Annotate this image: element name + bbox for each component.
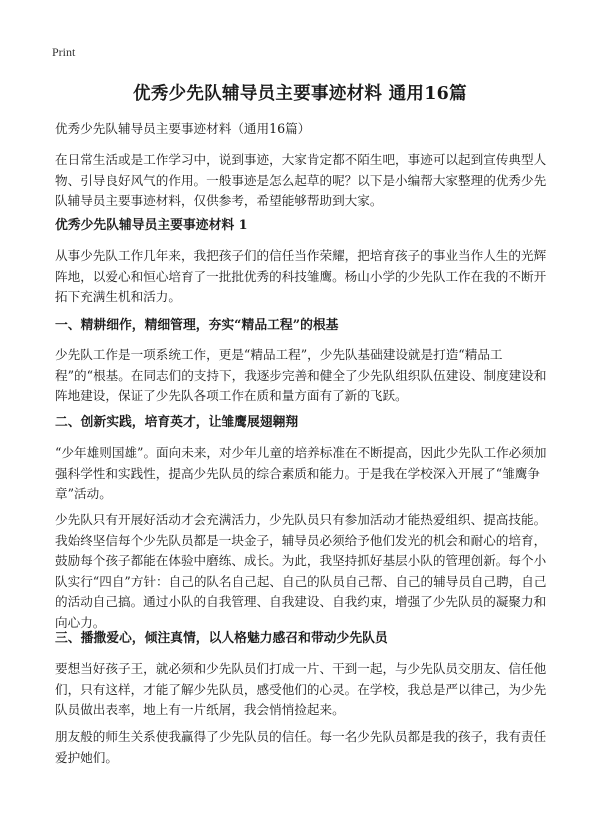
section-title: 优秀少先队辅导员主要事迹材料 1: [55, 218, 248, 233]
intro-paragraph: 在日常生活或是工作学习中，说到事迹，大家肯定都不陌生吧，事迹可以起到宣传典型人物、引导良好风气的作用。一般事迹是怎么起草的呢？以下是小编帮大家整理的优秀少先队辅导员主要事迹材料，仅供参考，希望能够帮助到大家。: [55, 152, 547, 208]
paragraph-4: 少先队只有开展好活动才会充满活力，少先队员只有参加活动才能热爱组织、提高技能。我始终坚信每个少先队员都是一块金子，辅导员必须给予他们发光的机会和耐心的培育，鼓励每个孩子都能在体验中磨练、成长。为此，我坚持抓好基层小队的管理创新。每个小队实行“四自”方针：自己的队名自己起、自己的队员自己帮、自己的辅导员自己聘，自己的活动自己搞。通过小队的自我管理、自我建设、自我约束，增强了少先队员的凝聚力和向心力。: [55, 512, 547, 630]
page-title: 优秀少先队辅导员主要事迹材料 通用16篇: [133, 84, 467, 104]
paragraph-6: 朋友般的师生关系使我赢得了少先队员的信任。每一名少先队员都是我的孩子，我有责任爱护她们。: [55, 729, 547, 765]
print-label: Print: [52, 45, 76, 59]
heading-2: 二、创新实践，培育英才，让雏鹰展翅翱翔: [55, 415, 299, 430]
subtitle: 优秀少先队辅导员主要事迹材料（通用16篇）: [55, 121, 311, 136]
heading-1: 一、精耕细作，精细管理，夯实“精品工程”的根基: [55, 318, 339, 333]
paragraph-3: “少年雄则国雄”。面向未来，对少年儿童的培养标准在不断提高，因此少先队工作必须加强科学性和实践性，提高少先队员的综合素质和能力。于是我在学校深入开展了“雏鹰争章”活动。: [55, 445, 547, 501]
paragraph-5: 要想当好孩子王，就必须和少先队员们打成一片、干到一起，与少先队员交朋友、信任他们，只有这样，才能了解少先队员，感受他们的心灵。在学校，我总是严以律己，为少先队员做出表率，地上有一片纸屑，我会悄悄捡起来。: [55, 661, 547, 717]
paragraph-1: 从事少先队工作几年来，我把孩子们的信任当作荣耀，把培育孩子的事业当作人生的光辉阵地，以爱心和恒心培育了一批批优秀的科技雏鹰。杨山小学的少先队工作在我的不断开拓下充满生机和活力。: [55, 248, 547, 304]
heading-3: 三、播撒爱心，倾注真情，以人格魅力感召和带动少先队员: [55, 631, 388, 646]
paragraph-2: 少先队工作是一项系统工作，更是“精品工程”，少先队基础建设就是打造“精品工程”的“根基。在同志们的支持下，我逐步完善和健全了少先队组织队伍建设、制度建设和阵地建设，保证了少先队各项工作在质和量方面有了新的飞跃。: [55, 347, 547, 403]
